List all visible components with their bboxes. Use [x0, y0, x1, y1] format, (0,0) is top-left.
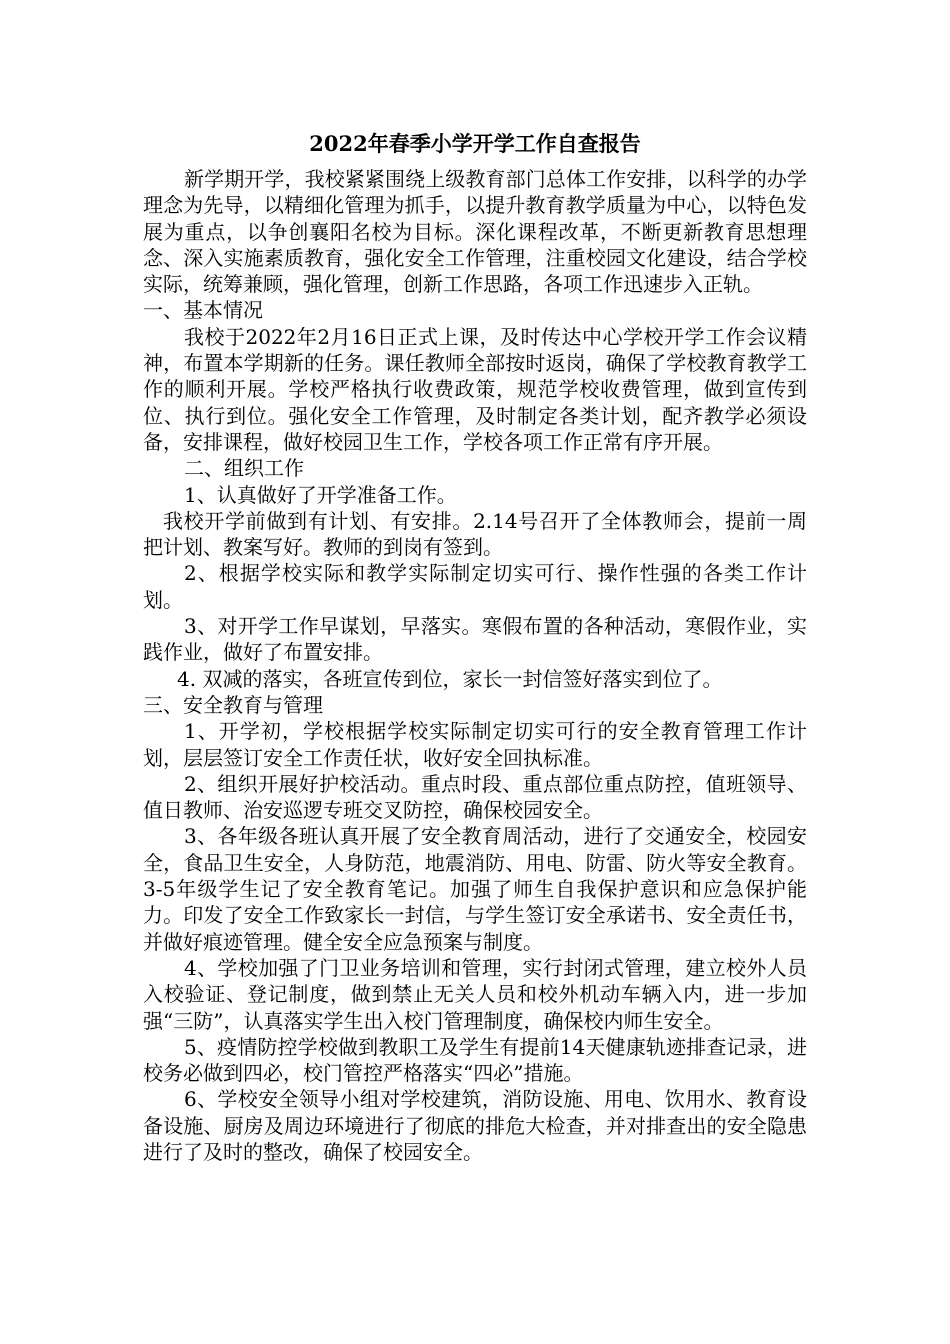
safety-item-1: 1、开学初，学校根据学校实际制定切实可行的安全教育管理工作计划，层层签订安全工作责任状，收好安全回执标准。: [143, 719, 807, 770]
basic-situation-paragraph: 我校于2022年2月16日正式上课，及时传达中心学校开学工作会议精神，布置本学期新的任务。课任教师全部按时返岗，确保了学校教育教学工作的顺利开展。学校严格执行收费政策，规范学校收费管理，做到宣传到位、执行到位。强化安全工作管理，及时制定各类计划，配齐教学必须设备，安排课程，做好校园卫生工作，学校各项工作正常有序开展。: [143, 324, 807, 454]
safety-item-4: 4、学校加强了门卫业务培训和管理，实行封闭式管理，建立校外人员入校验证、登记制度，做到禁止无关人员和校外机动车辆入内，进一步加强“三防”，认真落实学生出入校门管理制度，确保校内师生安全。: [143, 955, 807, 1033]
organization-item-3: 3、对开学工作早谋划，早落实。寒假布置的各种活动，寒假作业，实践作业，做好了布置安排。: [143, 614, 807, 665]
document-title: 2022年春季小学开学工作自查报告: [309, 131, 641, 156]
document-body: [143, 131, 807, 1165]
safety-item-2: 2、组织开展好护校活动。重点时段、重点部位重点防控，值班领导、值日教师、治安巡逻专班交叉防控，确保校园安全。: [143, 771, 807, 823]
section-heading-basic: 一、基本情况: [143, 298, 263, 323]
organization-item-1: 1、认真做好了开学准备工作。: [184, 482, 457, 507]
organization-item-4: 4. 双减的落实，各班宣传到位，家长一封信签好落实到位了。: [177, 666, 723, 691]
section-heading-organization: 二、组织工作: [184, 456, 304, 481]
organization-item-1-detail: 我校开学前做到有计划、有安排。2.14号召开了全体教师会，提前一周把计划、教案写好。教师的到岗有签到。: [143, 508, 807, 560]
safety-item-3: 3、各年级各班认真开展了安全教育周活动，进行了交通安全，校园安全，食品卫生安全，人身防范，地震消防、用电、防雷、防火等安全教育。3-5年级学生记了安全教育笔记。加强了师生自我保护意识和应急保护能力。印发了安全工作致家长一封信，与学生签订安全承诺书、安全责任书，并做好痕迹管理。健全安全应急预案与制度。: [143, 824, 807, 954]
section-heading-safety: 三、安全教育与管理: [143, 692, 323, 717]
safety-item-5: 5、疫情防控学校做到教职工及学生有提前14天健康轨迹排查记录，进校务必做到四必，校门管控严格落实“四必”措施。: [143, 1034, 807, 1086]
organization-item-2: 2、根据学校实际和教学实际制定切实可行、操作性强的各类工作计划。: [143, 561, 807, 612]
intro-paragraph: 新学期开学，我校紧紧围绕上级教育部门总体工作安排，以科学的办学理念为先导，以精细化管理为抓手，以提升教育教学质量为中心，以特色发展为重点，以争创襄阳名校为目标。深化课程改革，不断更新教育思想理念、深入实施素质教育，强化安全工作管理，注重校园文化建设，结合学校实际，统筹兼顾，强化管理，创新工作思路，各项工作迅速步入正轨。: [143, 167, 807, 297]
safety-item-6: 6、学校安全领导小组对学校建筑，消防设施、用电、饮用水、教育设备设施、厨房及周边环境进行了彻底的排危大检查，并对排查出的安全隐患进行了及时的整改，确保了校园安全。: [143, 1087, 807, 1164]
